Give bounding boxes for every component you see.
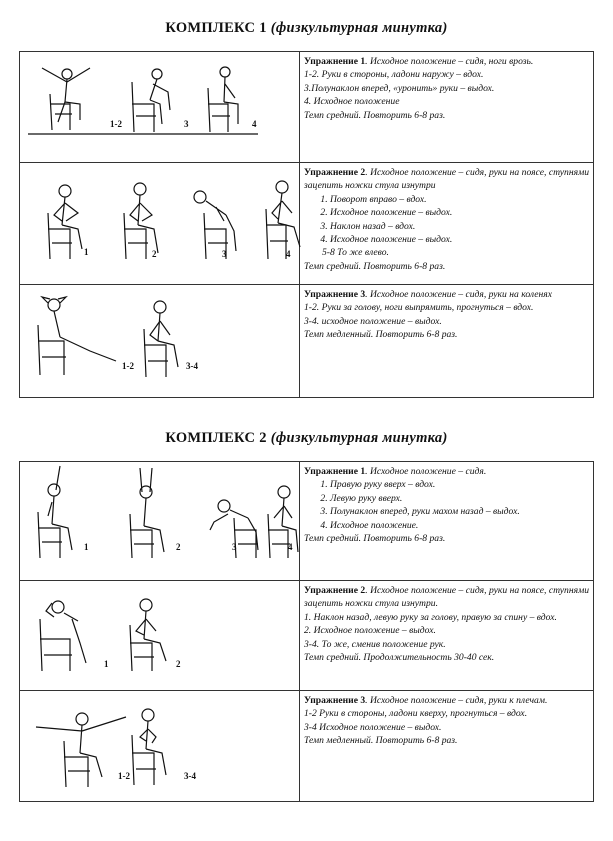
exercise-text — [304, 694, 589, 748]
complex-1-title — [0, 20, 613, 37]
exercise-text — [304, 166, 589, 273]
chair-figures-drawing — [20, 52, 299, 162]
pose-label: 4 — [252, 119, 257, 129]
exercise-step: 4. Исходное положение. — [330, 519, 589, 532]
pose-label: 2 — [176, 542, 181, 552]
exercise-line: 3-4. исходное положение – выдох. — [304, 315, 442, 327]
exercise-step: 4. Исходное положение – выдох. — [330, 233, 589, 246]
exercise-lead: . Исходное положение – сидя. — [365, 466, 487, 477]
exercise-heading: Упражнение 3 — [304, 695, 366, 706]
figure-sitting — [268, 486, 298, 558]
exercise-row — [20, 162, 593, 284]
exercise-text — [304, 465, 589, 545]
exercise-line: Темп медленный. Повторить 6-8 раз. — [304, 735, 458, 747]
pose-label: 1 — [84, 542, 89, 552]
pose-label: 4 — [288, 542, 293, 552]
pose-label: 2 — [176, 659, 181, 669]
exercise-heading: Упражнение 2 — [304, 167, 366, 178]
figure-right-arm-up — [38, 466, 72, 558]
exercise-row — [20, 52, 593, 162]
exercise-step: 2. Исходное положение – выдох. — [330, 206, 589, 219]
exercise-step: 1. Правую руку вверх – вдох. — [330, 478, 589, 491]
pose-label: 1-2 — [122, 361, 134, 371]
exercise-illustration — [20, 581, 299, 690]
chair-figures-drawing — [20, 581, 299, 691]
exercise-line: 3.Полунаклон вперед, «уронить» руки – выдох. — [304, 82, 495, 94]
exercise-lead: . Исходное положение – сидя, руки на поясе, ступнями зацепить ножки стула изнутри. — [304, 585, 589, 610]
exercise-line: 4. Исходное положение — [304, 96, 400, 108]
pose-label: 3 — [184, 119, 189, 129]
figure-sitting — [144, 301, 178, 377]
exercise-row — [20, 462, 593, 580]
exercise-heading: Упражнение 1 — [304, 466, 366, 477]
pose-label: 3 — [222, 249, 227, 259]
figure-stretching — [38, 297, 116, 375]
exercise-illustration — [20, 163, 299, 284]
exercise-lead: . Исходное положение – сидя, руки на поясе, ступнями зацепить ножки стула изнутри — [304, 167, 589, 192]
exercise-step: 3. Полунаклон вперед, руки махом назад – выдох. — [330, 505, 589, 518]
figure-sitting — [132, 709, 166, 785]
chair-figures-drawing — [20, 163, 299, 285]
pose-label: 2 — [152, 249, 157, 259]
exercise-illustration — [20, 285, 299, 399]
pose-label: 4 — [286, 249, 291, 259]
chair-figures-drawing — [20, 285, 299, 400]
exercise-line: 3-4 Исходное положение – выдох. — [304, 721, 442, 733]
figure-turning — [48, 185, 82, 259]
exercise-lead: . Исходное положение – сидя, руки к плечам. — [365, 695, 548, 706]
exercise-line: Темп средний. Повторить 6-8 раз. — [304, 533, 446, 545]
exercise-step: 3. Наклон назад – вдох. — [330, 220, 589, 233]
chair-figures-drawing — [20, 462, 299, 580]
exercise-row — [20, 690, 593, 803]
exercise-text — [304, 288, 589, 342]
exercise-step: 2. Левую руку вверх. — [330, 492, 589, 505]
exercise-line: 1-2. Руки за голову, ноги выпрямить, прогнуться – вдох. — [304, 302, 534, 314]
figure-leaning-back — [40, 601, 86, 671]
complex-2-table — [19, 461, 594, 802]
exercise-line: 1-2 Руки в стороны, ладони кверху, прогнуться – вдох. — [304, 708, 528, 720]
exercise-illustration — [20, 691, 299, 803]
exercise-illustration — [20, 52, 299, 162]
figure-sitting — [130, 599, 166, 671]
pose-label: 1 — [84, 247, 89, 257]
pose-label: 1 — [104, 659, 109, 669]
pose-label: 1-2 — [110, 119, 122, 129]
figure-leaning-back — [194, 191, 236, 259]
figure-arms-out — [36, 713, 126, 787]
exercise-heading: Упражнение 1 — [304, 56, 366, 67]
exercise-line: Темп медленный. Повторить 6-8 раз. — [304, 329, 458, 341]
figure-sitting — [208, 67, 238, 132]
pose-label: 1-2 — [118, 771, 130, 781]
title-bold: КОМПЛЕКС 2 — [165, 430, 267, 446]
figure-sitting — [124, 183, 158, 259]
complex-2-title — [0, 430, 613, 447]
exercise-line: 5-8 То же влево. — [322, 247, 389, 259]
pose-label: 3-4 — [184, 771, 196, 781]
title-italic: (физкультурная минутка) — [270, 20, 448, 36]
complex-1-table — [19, 51, 594, 398]
pose-label: 3-4 — [186, 361, 198, 371]
chair-figures-drawing — [20, 691, 299, 804]
figure-sitting — [266, 181, 300, 259]
exercise-lead: . Исходное положение – сидя, ноги врозь. — [365, 56, 534, 67]
exercise-line: 2. Исходное положение – выдох. — [304, 625, 436, 637]
exercise-line: Темп средний. Повторить 6-8 раз. — [304, 260, 446, 272]
exercise-illustration — [20, 462, 299, 580]
title-italic: (физкультурная минутка) — [270, 430, 448, 446]
pose-label: 3 — [232, 542, 237, 552]
exercise-heading: Упражнение 2 — [304, 585, 366, 596]
figure-bending — [132, 69, 170, 132]
figure-both-arms-up — [130, 468, 164, 558]
exercise-line: 1. Наклон назад, левую руку за голову, правую за спину – вдох. — [304, 611, 557, 623]
title-bold: КОМПЛЕКС 1 — [165, 20, 267, 36]
exercise-text — [304, 584, 589, 664]
figure-arms-out — [42, 68, 90, 130]
exercise-row — [20, 580, 593, 690]
exercise-line: 1-2. Руки в стороны, ладони наружу – вдох. — [304, 69, 484, 81]
exercise-line: Темп средний. Повторить 6-8 раз. — [304, 109, 446, 121]
exercise-heading: Упражнение 3 — [304, 289, 366, 300]
exercise-row — [20, 284, 593, 399]
exercise-lead: . Исходное положение – сидя, руки на коленях — [365, 289, 553, 300]
exercise-step: 1. Поворот вправо – вдох. — [330, 193, 589, 206]
exercise-text — [304, 55, 589, 122]
exercise-line: 3-4. То же, сменив положение рук. — [304, 638, 446, 650]
exercise-line: Темп средний. Продолжительность 30-40 сек. — [304, 652, 495, 664]
